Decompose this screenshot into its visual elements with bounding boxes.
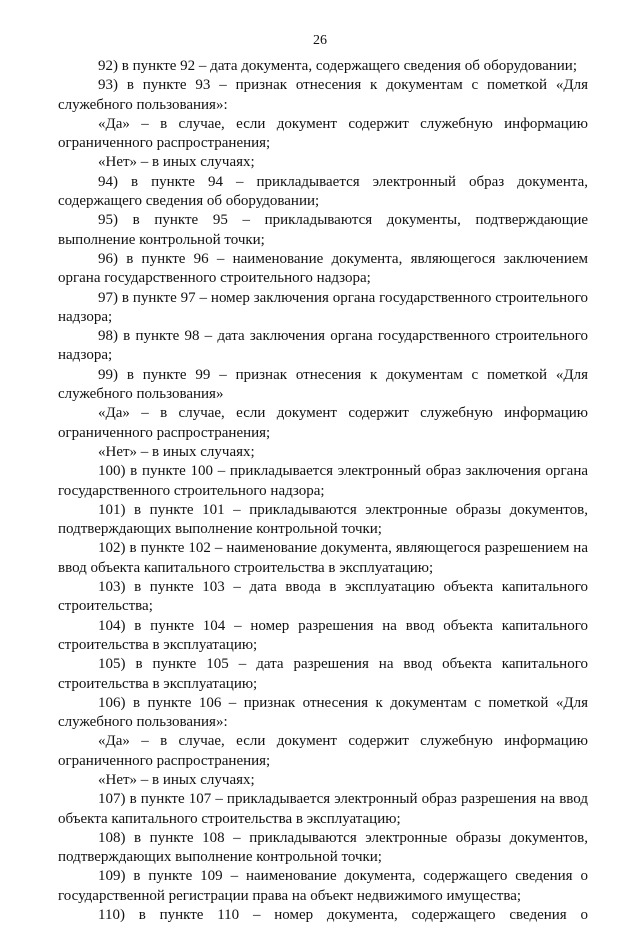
paragraph: 94) в пункте 94 – прикладывается электронный образ документа, содержащего сведения об оборудовании;: [58, 173, 588, 210]
paragraph: 107) в пункте 107 – прикладывается электронный образ разрешения на ввод объекта капитального строительства в эксплуатацию;: [58, 791, 588, 827]
paragraph: 108) в пункте 108 – прикладываются электронные образы документов, подтверждающих выполнение контрольной точки;: [58, 829, 588, 866]
paragraph: 110) в пункте 110 – номер документа, содержащего сведения о: [98, 907, 588, 924]
document-body: [58, 57, 588, 925]
paragraph: 92) в пункте 92 – дата документа, содержащего сведения об оборудовании;: [98, 58, 577, 74]
paragraph: 109) в пункте 109 – наименование документа, содержащего сведения о государственной регистрации права на объект недвижимого имущества;: [58, 868, 588, 904]
paragraph: 101) в пункте 101 – прикладываются электронные образы документов, подтверждающих выполнение контрольной точки;: [58, 501, 588, 538]
paragraph: 98) в пункте 98 – дата заключения органа государственного строительного надзора;: [58, 328, 588, 364]
paragraph: 106) в пункте 106 – признак отнесения к документам с пометкой «Для служебного пользования»:: [58, 694, 588, 731]
paragraph: 105) в пункте 105 – дата разрешения на ввод объекта капитального строительства в эксплуатацию;: [58, 656, 588, 692]
paragraph: «Нет» – в иных случаях;: [98, 154, 255, 171]
paragraph: 95) в пункте 95 – прикладываются документы, подтверждающие выполнение контрольной точки;: [58, 212, 588, 248]
paragraph: 102) в пункте 102 – наименование документа, являющегося разрешением на ввод объекта капитального строительства в эксплуатацию;: [58, 540, 588, 576]
paragraph: 99) в пункте 99 – признак отнесения к документам с пометкой «Для служебного пользования»: [58, 366, 588, 403]
paragraph: «Нет» – в иных случаях;: [98, 771, 255, 788]
paragraph: 93) в пункте 93 – признак отнесения к документам с пометкой «Для служебного пользования»:: [58, 77, 588, 113]
paragraph: 96) в пункте 96 – наименование документа, являющегося заключением органа государственного строительного надзора;: [58, 250, 588, 287]
paragraph: 103) в пункте 103 – дата ввода в эксплуатацию объекта капитального строительства;: [58, 579, 588, 615]
paragraph: «Нет» – в иных случаях;: [98, 443, 255, 460]
paragraph: 97) в пункте 97 – номер заключения органа государственного строительного надзора;: [58, 289, 588, 325]
page-number: 26: [313, 33, 327, 48]
paragraph: «Да» – в случае, если документ содержит служебную информацию ограниченного распространения;: [58, 733, 588, 769]
paragraph: «Да» – в случае, если документ содержит служебную информацию ограниченного распространения;: [58, 115, 588, 152]
paragraph: «Да» – в случае, если документ содержит служебную информацию ограниченного распространения;: [58, 405, 588, 441]
paragraph: 100) в пункте 100 – прикладывается электронный образ заключения органа государственного строительного надзора;: [58, 463, 588, 499]
paragraph: 104) в пункте 104 – номер разрешения на ввод объекта капитального строительства в эксплуатацию;: [58, 617, 588, 653]
